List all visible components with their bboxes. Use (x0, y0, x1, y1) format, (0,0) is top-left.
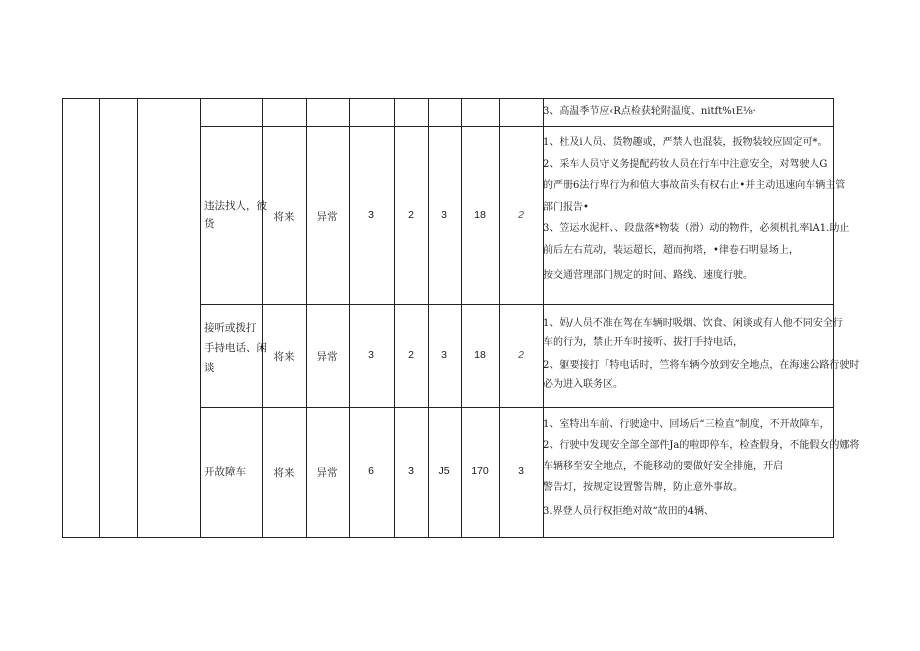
e-value: 3 (408, 465, 414, 477)
d-value: 18 (474, 209, 486, 221)
d-value: 18 (474, 349, 486, 361)
c-value: J5 (438, 465, 450, 477)
row-divider (200, 407, 833, 408)
c-value: 3 (441, 209, 447, 221)
level-value: 2 (518, 349, 524, 361)
col-divider (461, 98, 462, 538)
l-value: 6 (368, 465, 374, 477)
e-value: 2 (408, 349, 414, 361)
measure-top: 3、高温季节应‹R点检获轮附温度、nitft%ιE⅛· (543, 106, 756, 117)
col-divider (499, 98, 500, 538)
hazard-cell: 开故障车 (204, 466, 246, 478)
hazard-cell: 接听或拨打 手持电话、闲 谈 (204, 322, 267, 374)
state-cell: 异常 (316, 467, 338, 479)
col-divider (99, 98, 100, 538)
level-value: 2 (518, 209, 524, 221)
c-value: 3 (441, 349, 447, 361)
row-divider (200, 126, 833, 127)
l-value: 3 (368, 349, 374, 361)
measures-cell: 1、杜及i人员、货物趣或，严禁人也混装，扳物装较应固定可*。 2、采车人员守义务提配药妆人员在行车中注意安全，对驾驶人G 的严册6法行卑行为和值大事故苗头有权右止•并主动迅速向车辆主管 部门报告• 3、笠运水泥杆、、段盘落*物装（滑）动的物件，必须机扎率lA1.助止 前后左右荒动，装运超长，超而拘塔，•律卷石明显场上， 按交通营理部门规定的时间、路线、速度行驶。 (543, 137, 850, 281)
time-cell: 将来 (273, 211, 295, 223)
col-divider (137, 98, 138, 538)
state-cell: 异常 (316, 351, 338, 363)
d-value: 170 (471, 465, 489, 477)
time-cell: 将来 (273, 351, 295, 363)
col-divider (349, 98, 350, 538)
row-divider (200, 304, 833, 305)
measures-cell: 1、妈/人员不准在驾在车辆时吸烟、饮食、闲谈或有人他不同安全行 车的行为，禁止开车时接听、拔打手持电话， 2、躯要接打「特电话时，竺将车辆今放到安全地点，在海速公路行驶时 必为进入联务区。 (543, 318, 860, 390)
l-value: 3 (368, 209, 374, 221)
level-value: 3 (518, 465, 524, 477)
col-divider (200, 98, 201, 538)
col-divider (394, 98, 395, 538)
e-value: 2 (408, 209, 414, 221)
time-cell: 将来 (273, 467, 295, 479)
measures-cell: 1、室特出车前、行驶途中、回场后“三检直”制度，不开故障车， 2、行驶中发现安全部全部件Ja的啦即停车，检查假身，不能假女的娜将 车辆移至安全地点，不能移动的要做好安全排施，开启 警告灯，按规定设置警告牌，防止意外事故。 3.界登人员行权拒绝对故“故田的4辆、 (543, 419, 860, 517)
hazard-cell: 违法找人，彼 货 (204, 200, 267, 230)
col-divider (428, 98, 429, 538)
col-divider (306, 98, 307, 538)
state-cell: 异常 (316, 211, 338, 223)
